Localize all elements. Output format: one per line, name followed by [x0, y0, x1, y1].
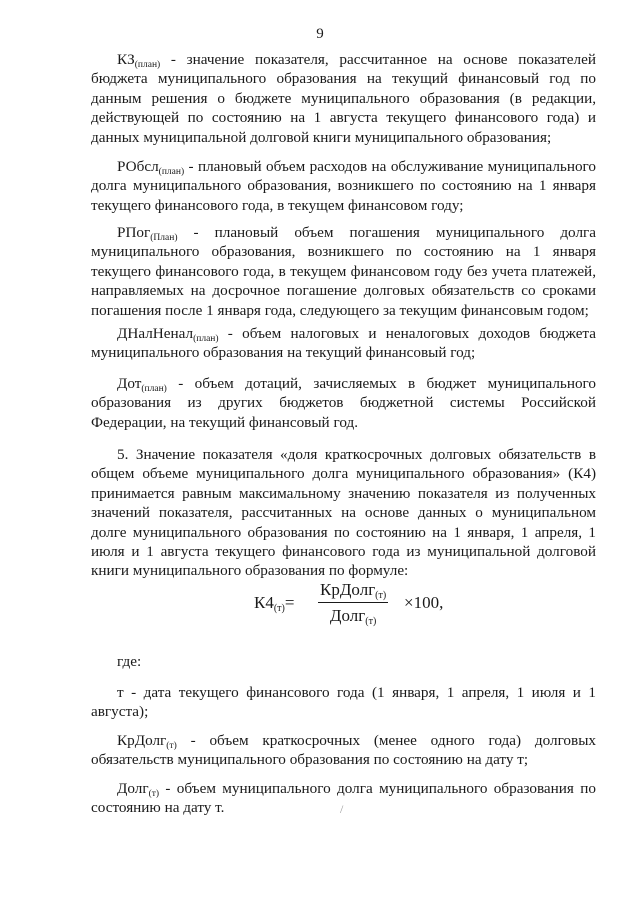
symbol: Дот [117, 375, 142, 392]
symbol: РОбсл [117, 158, 159, 175]
symbol-subscript: (план) [158, 167, 185, 177]
formula-lhs-subscript: (т) [273, 603, 285, 614]
formula-denominator [318, 606, 388, 626]
definition-text: - плановый объем погашения муниципального долга муниципального образования, возникшего по состоянию на 1 января текущего финансового года, в текущем финансовом году без учета платежей, направляемых на досрочное погашение долговых обязательств со сроками погашения после 1 января года, следующего за текущим финансовым годом; [91, 224, 596, 319]
symbol: ДНалНенал [117, 325, 194, 342]
definition-dnalnenal [91, 324, 596, 363]
definition-robsl [91, 157, 596, 215]
formula-numerator-symbol: КрДолг [320, 580, 376, 599]
symbol: КЗ [117, 51, 135, 68]
definition-text: - объем краткосрочных (менее одного года) долговых обязательств муниципального образования по состоянию на дату т; [91, 732, 596, 769]
definition-text: - плановый объем расходов на обслуживание муниципального долга муниципального образования, возникшего по состоянию на 1 января текущего финансового года, в текущем финансовом году; [91, 158, 596, 214]
definition-dot [91, 374, 596, 432]
definition-kz [91, 50, 596, 147]
formula-lhs-symbol: К4 [254, 593, 274, 612]
formula-denominator-symbol: Долг [329, 606, 366, 625]
where-item-t [91, 683, 596, 722]
symbol-subscript: (т) [148, 789, 160, 799]
formula-fraction [318, 580, 388, 626]
definition-text: - объем дотаций, зачисляемых в бюджет муниципального образования из других бюджетов бюджетной системы Российской Федерации, на текущий финансовый год. [91, 375, 596, 431]
symbol: КрДолг [117, 732, 167, 749]
where-text: где: [117, 653, 142, 670]
where-item-krdolg [91, 731, 596, 770]
definition-rpog [91, 223, 596, 320]
formula-denominator-subscript: (т) [365, 616, 377, 627]
definition-text: - объем налоговых и неналоговых доходов бюджета муниципального образования на текущий финансовый год; [91, 325, 596, 362]
formula-lhs [254, 593, 294, 613]
symbol-subscript: (план) [141, 384, 167, 394]
where-label [91, 652, 596, 671]
formula-equals: = [284, 593, 295, 612]
symbol: т [117, 684, 124, 701]
item-5-paragraph [91, 445, 596, 581]
symbol-subscript: (План) [150, 233, 178, 243]
definition-text: - объем муниципального долга муниципального образования по состоянию на дату т. [91, 780, 596, 817]
symbol-subscript: (т) [166, 741, 177, 751]
scan-mark: / [340, 802, 344, 816]
formula-numerator-subscript: (т) [375, 590, 387, 601]
definition-text: - дата текущего финансового года (1 января, 1 апреля, 1 июля и 1 августа); [91, 684, 596, 721]
fraction-bar [318, 602, 388, 603]
item-5-text: 5. Значение показателя «доля краткосрочных долговых обязательств в общем объеме муниципального долга муниципального образования» (К4) принимается равным максимальному значению показателя из полученных значений показателя, рассчитанных на основе данных о муниципальном долге муниципального образования по состоянию на 1 января, 1 апреля, 1 июля и 1 августа текущего финансового года из муниципальной долговой книги муниципального образования по формуле: [91, 446, 596, 580]
symbol-subscript: (план) [134, 60, 161, 70]
symbol-subscript: (план) [193, 334, 219, 344]
symbol: Долг [117, 780, 149, 797]
page-number: 9 [316, 26, 324, 42]
symbol: РПог [117, 224, 151, 241]
formula-numerator [318, 580, 388, 600]
formula-k4 [254, 580, 454, 630]
formula-rhs: ×100, [404, 593, 444, 612]
definition-text: - значение показателя, рассчитанное на основе показателей бюджета муниципального образования на текущий финансовый год по данным решения о бюджете муниципального образования (в редакции, действующей по состоянию на 1 августа текущего финансового года) и данных муниципальной долговой книги муниципального образования; [91, 51, 596, 146]
